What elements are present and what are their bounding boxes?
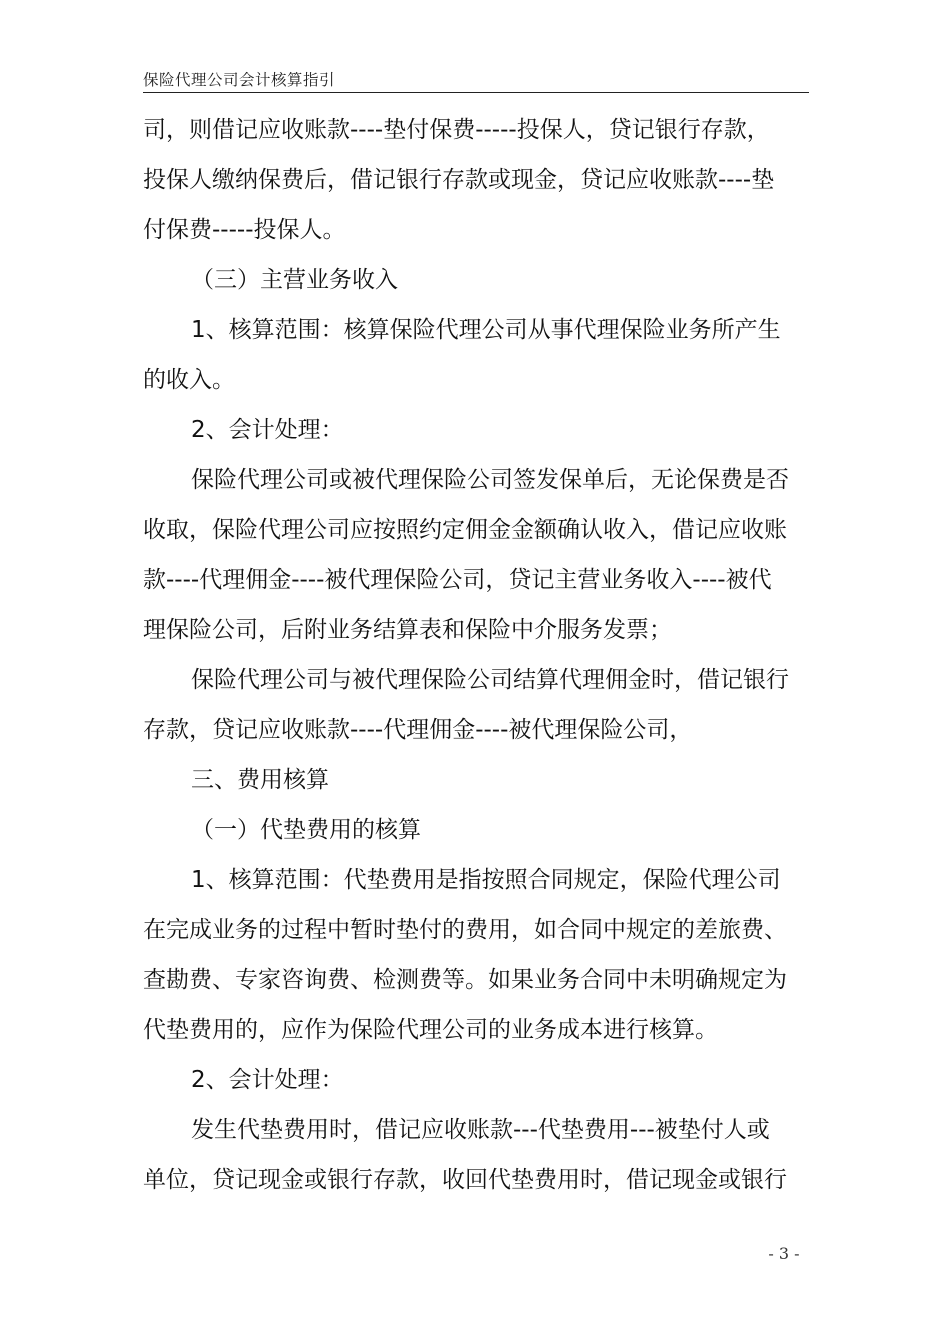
- body-line: 保险代理公司或被代理保险公司签发保单后，无论保费是否: [191, 467, 789, 493]
- body-line: 投保人缴纳保费后，借记银行存款或现金，贷记应收账款----垫: [143, 167, 775, 193]
- body-line: 发生代垫费用时，借记应收账款---代垫费用---被垫付人或: [191, 1117, 770, 1143]
- body-line: 1、核算范围：核算保险代理公司从事代理保险业务所产生: [191, 317, 781, 343]
- page-header: [143, 62, 809, 93]
- subsection-heading: 2、会计处理：: [191, 417, 344, 443]
- header-title: 保险代理公司会计核算指引: [143, 71, 336, 89]
- section-heading: （一）代垫费用的核算: [191, 817, 421, 843]
- body-line: 理保险公司，后附业务结算表和保险中介服务发票；: [143, 617, 672, 643]
- body-line: 保险代理公司与被代理保险公司结算代理佣金时，借记银行: [191, 667, 789, 693]
- body-line: 单位，贷记现金或银行存款，收回代垫费用时，借记现金或银行: [143, 1167, 787, 1193]
- section-heading: （三）主营业务收入: [191, 267, 398, 293]
- body-line: 收取，保险代理公司应按照约定佣金金额确认收入，借记应收账: [143, 517, 787, 543]
- body-line: 查勘费、专家咨询费、检测费等。如果业务合同中未明确规定为: [143, 967, 787, 993]
- body-line: 1、核算范围：代垫费用是指按照合同规定，保险代理公司: [191, 867, 781, 893]
- body-line: 存款，贷记应收账款----代理佣金----被代理保险公司，: [143, 717, 693, 743]
- page-number: - 3 -: [768, 1244, 800, 1263]
- section-heading: 三、费用核算: [191, 767, 329, 793]
- subsection-heading: 2、会计处理：: [191, 1067, 344, 1093]
- body-line: 款----代理佣金----被代理保险公司，贷记主营业务收入----被代: [143, 567, 772, 593]
- body-line: 付保费-----投保人。: [143, 217, 346, 243]
- body-line: 的收入。: [143, 367, 235, 393]
- body-line: 司，则借记应收账款----垫付保费-----投保人，贷记银行存款，: [143, 117, 770, 143]
- document-body: [143, 105, 809, 1205]
- body-line: 在完成业务的过程中暂时垫付的费用，如合同中规定的差旅费、: [143, 917, 787, 943]
- body-line: 代垫费用的，应作为保险代理公司的业务成本进行核算。: [143, 1017, 718, 1043]
